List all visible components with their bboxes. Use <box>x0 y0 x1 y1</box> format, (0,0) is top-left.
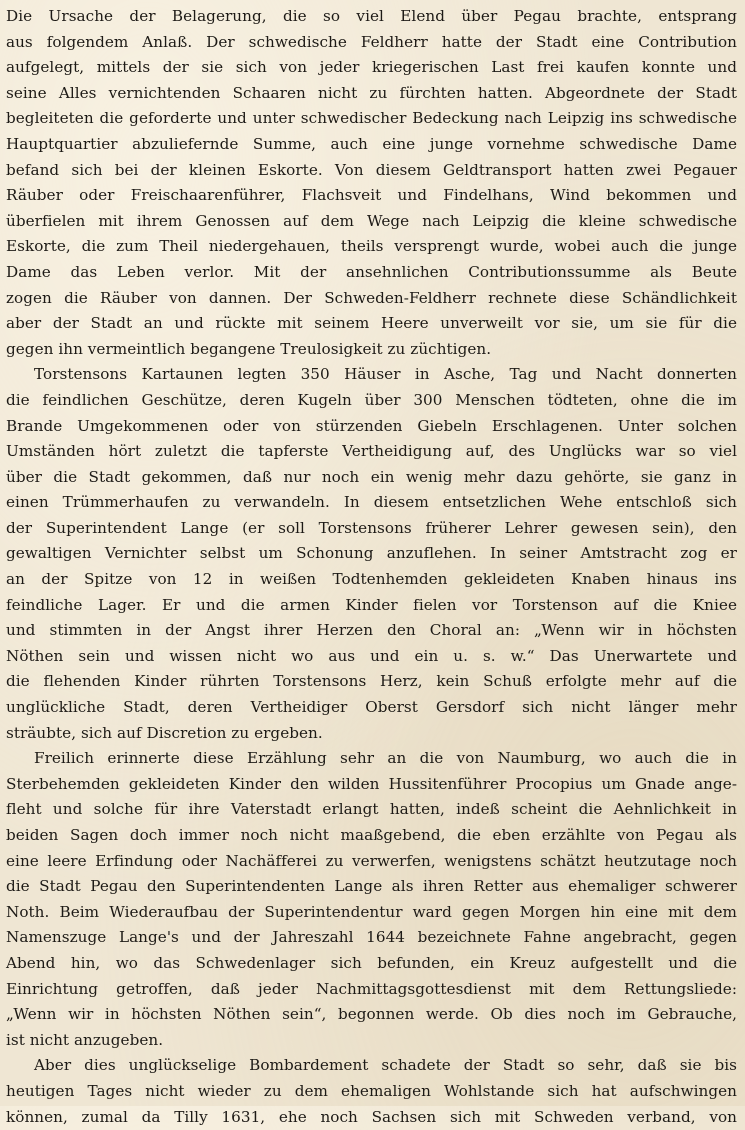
text-line: beiden Sagen doch immer noch nicht maaßgebend, die eben erzählte von Pegau als <box>6 826 737 844</box>
text-line: gewaltigen Vernichter selbst um Schonung anzuflehen. In seiner Amtstracht zog er <box>6 544 737 563</box>
text-line: Nöthen sein und wissen nicht wo aus und ein u. s. w.“ Das Unerwartete und <box>6 646 737 665</box>
paragraph-bombardment <box>6 362 737 746</box>
text-line: Umständen hört zuletzt die tapferste Vertheidigung auf, des Unglücks war so viel <box>6 442 737 461</box>
text-line: Sterbehemden gekleideten Kinder den wilden Hussitenführer Procopius um Gnade ange- <box>6 774 737 793</box>
text-line: Einrichtung getroffen, daß jeder Nachmittagsgottesdienst mit dem Rettungsliede: <box>6 979 737 998</box>
text-line: Brande Umgekommenen oder von stürzenden Giebeln Erschlagenen. Unter solchen <box>6 416 737 435</box>
text-line: sträubte, sich auf Discretion zu ergeben. <box>6 723 323 742</box>
text-line: aber der Stadt an und rückte mit seinem Heere unverweilt vor sie, um sie für die <box>6 314 737 333</box>
text-line: ist nicht anzugeben. <box>6 1030 164 1049</box>
text-line: Torstensons Kartaunen legten 350 Häuser in Asche, Tag und Nacht donnerten <box>34 365 737 384</box>
text-line: an der Spitze von 12 in weißen Todtenhemden gekleideten Knaben hinaus ins <box>6 570 737 589</box>
text-line: feindliche Lager. Er und die armen Kinder fielen vor Torstenson auf die Kniee <box>6 595 737 614</box>
text-line: der Superintendent Lange (er soll Torstensons früherer Lehrer gewesen sein), den <box>6 518 737 537</box>
text-line: aus folgendem Anlaß. Der schwedische Feldherr hatte der Stadt eine Contribution <box>6 32 737 51</box>
text-line: die Stadt Pegau den Superintendenten Lange als ihren Retter aus ehemaliger schwerer <box>6 877 737 896</box>
text-line: und stimmten in der Angst ihrer Herzen den Choral an: „Wenn wir in höchsten <box>6 621 737 640</box>
text-line: Dame das Leben verlor. Mit der ansehnlichen Contributionssumme als Beute <box>6 262 737 281</box>
text-line: Abend hin, wo das Schwedenlager sich befunden, ein Kreuz aufgestellt und die <box>6 953 737 972</box>
text-line: Die Ursache der Belagerung, die so viel Elend über Pegau brachte, entsprang <box>6 7 737 25</box>
text-line: können, zumal da Tilly 1631, ehe noch Sachsen sich mit Schweden verband, von <box>6 1107 737 1126</box>
text-line: die flehenden Kinder rührten Torstensons Herz, kein Schuß erfolgte mehr auf die <box>6 672 737 691</box>
text-line: Namenszuge Lange's und der Jahreszahl 1644 bezeichnete Fahne angebracht, gegen <box>6 928 737 947</box>
text-line: die feindlichen Geschütze, deren Kugeln über 300 Menschen tödteten, ohne die im <box>6 390 737 409</box>
text-line: begleiteten die geforderte und unter schwedischer Bedeckung nach Leipzig ins schwedische <box>6 109 737 128</box>
text-line: Aber dies unglückselige Bombardement schadete der Stadt so sehr, daß sie bis <box>34 1056 737 1075</box>
text-line: unglückliche Stadt, deren Vertheidiger Oberst Gersdorf sich nicht länger mehr <box>6 698 737 717</box>
paragraph-aftermath <box>6 1053 737 1130</box>
text-line: Noth. Beim Wiederaufbau der Superintendentur ward gegen Morgen hin eine mit dem <box>6 902 737 921</box>
text-line: befand sich bei der kleinen Eskorte. Von diesem Geldtransport hatten zwei Pegauer <box>6 160 737 179</box>
text-line: Räuber oder Freischaarenführer, Flachsveit und Findelhans, Wind bekommen und <box>6 186 737 205</box>
text-line: über die Stadt gekommen, daß nur noch ein wenig mehr dazu gehörte, sie ganz in <box>6 467 737 486</box>
text-line: Freilich erinnerte diese Erzählung sehr an die von Naumburg, wo auch die in <box>34 749 737 768</box>
text-line: gegen ihn vermeintlich begangene Treulosigkeit zu züchtigen. <box>6 339 492 358</box>
text-line: Eskorte, die zum Theil niedergehauen, theils versprengt wurde, wobei auch die junge <box>6 237 737 256</box>
text-line: einen Trümmerhaufen zu verwandeln. In diesem entsetzlichen Wehe entschloß sich <box>6 493 737 512</box>
text-line: aufgelegt, mittels der sie sich von jeder kriegerischen Last frei kaufen konnte und <box>6 58 737 77</box>
text-line: Hauptquartier abzuliefernde Summe, auch eine junge vornehme schwedische Dame <box>6 134 737 153</box>
text-line: „Wenn wir in höchsten Nöthen sein“, begonnen werde. Ob dies noch im Gebrauche, <box>6 1005 737 1024</box>
text-line: heutigen Tages nicht wieder zu dem ehemaligen Wohlstande sich hat aufschwingen <box>6 1081 737 1100</box>
text-line: fleht und solche für ihre Vaterstadt erlangt hatten, indeß scheint die Aehnlichkeit in <box>6 800 737 819</box>
text-line: zogen die Räuber von dannen. Der Schweden-Feldherr rechnete diese Schändlichkeit <box>6 288 737 307</box>
paragraph-siege-cause <box>6 4 737 362</box>
text-line: eine leere Erfindung oder Nachäfferei zu verwerfen, wenigstens schätzt heutzutage noch <box>6 851 737 870</box>
paragraph-naumburg-comparison <box>6 746 737 1053</box>
text-line: seine Alles vernichtenden Schaaren nicht zu fürchten hatten. Abgeordnete der Stadt <box>6 83 737 102</box>
text-line: überfielen mit ihrem Genossen auf dem Wege nach Leipzig die kleine schwedische <box>6 211 737 230</box>
